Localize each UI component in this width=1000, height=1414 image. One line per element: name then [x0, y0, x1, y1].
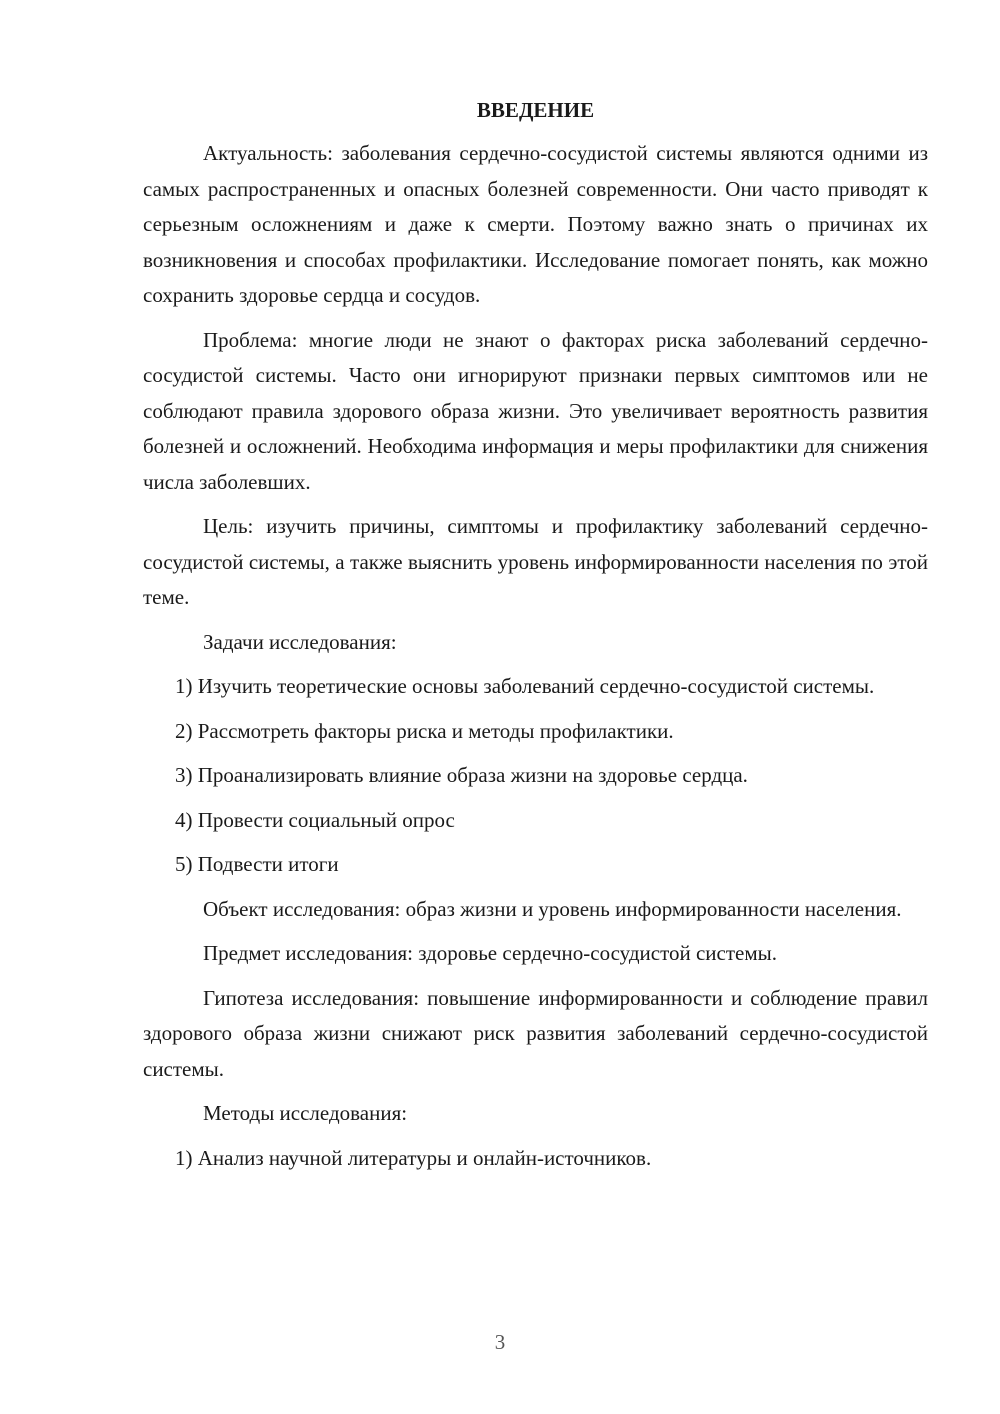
task-item-1: 1) Изучить теоретические основы заболеваний сердечно-сосудистой системы.	[175, 674, 875, 698]
task-item-4: 4) Провести социальный опрос	[175, 807, 455, 832]
task-item-5: 5) Подвести итоги	[175, 852, 339, 876]
paragraph-goal: Цель: изучить причины, симптомы и профилактику заболеваний сердечно-сосудистой системы, а также выяснить уровень информированности населения по этой теме.	[143, 514, 928, 609]
page-number: 3	[494, 1330, 506, 1354]
paragraph-methods-heading: Методы исследования:	[203, 1101, 408, 1125]
paragraph-hypothesis: Гипотеза исследования: повышение информированности и соблюдение правил здорового образа жизни снижают риск развития заболеваний сердечно-сосудистой системы.	[143, 985, 928, 1081]
method-item-1: 1) Анализ научной литературы и онлайн-источников.	[175, 1145, 652, 1170]
paragraph-object: Объект исследования: образ жизни и уровень информированности населения.	[203, 896, 902, 921]
paragraph-relevance: Актуальность: заболевания сердечно-сосудистой системы являются одними из самых распространенных и опасных болезней современности. Они часто приводят к серьезным осложнениям и даже к смерти. Поэтому важно знать о причинах их возникновения и способах профилактики. Исследование помогает понять, как можно сохранить здоровье сердца и сосудов.	[143, 141, 928, 307]
paragraph-subject: Предмет исследования: здоровье сердечно-сосудистой системы.	[203, 941, 777, 965]
paragraph-tasks-heading: Задачи исследования:	[203, 629, 397, 654]
task-item-3: 3) Проанализировать влияние образа жизни на здоровье сердца.	[175, 763, 748, 787]
paragraph-problem: Проблема: многие люди не знают о факторах риска заболеваний сердечно-сосудистой системы. Часто они игнорируют признаки первых симптомов или не соблюдают правила здорового образа жизни. Это увеличивает вероятность развития болезней и осложнений. Необходима информация и меры профилактики для снижения числа заболевших.	[143, 327, 928, 494]
document-page	[143, 93, 928, 1185]
section-title: ВВЕДЕНИЕ	[476, 98, 595, 122]
task-item-2: 2) Рассмотреть факторы риска и методы профилактики.	[175, 718, 674, 743]
